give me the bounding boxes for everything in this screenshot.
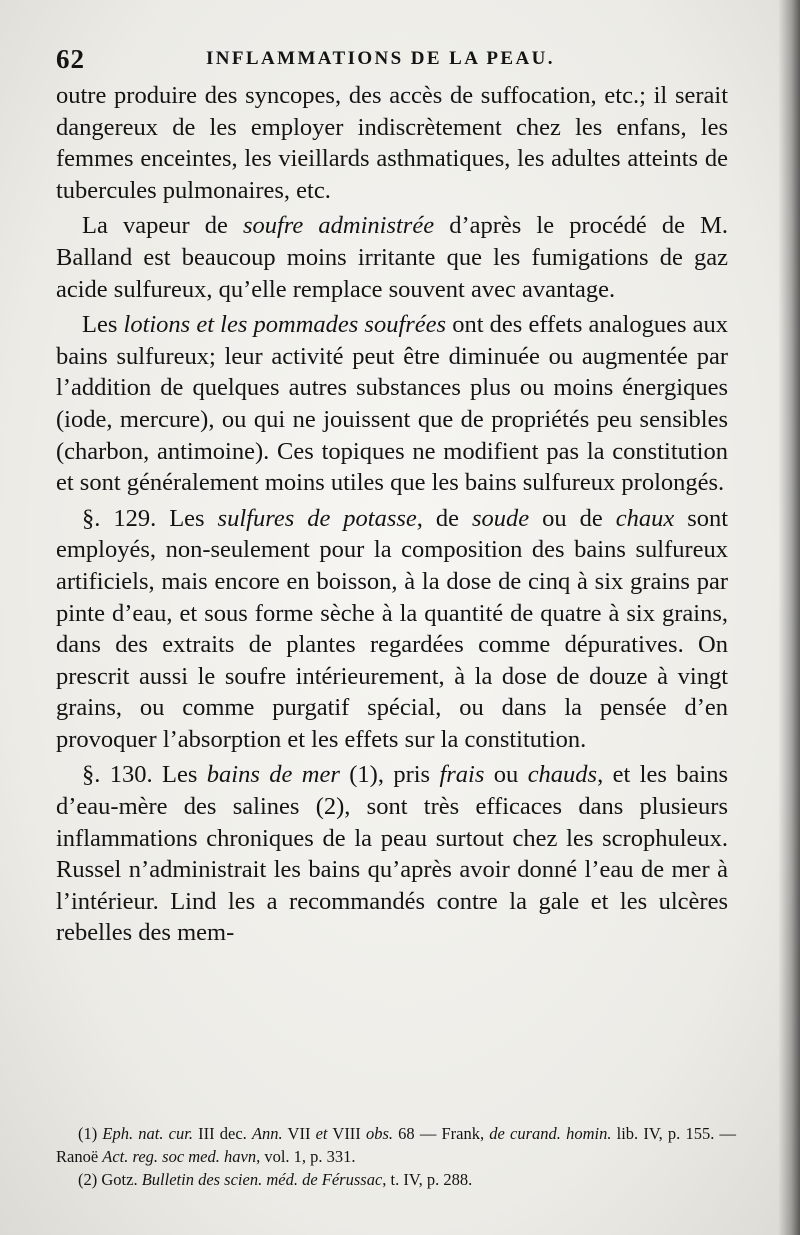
paragraph-3-text: Les xyxy=(82,311,124,339)
section-130-italic: bains de mer xyxy=(206,761,340,789)
footnote-1 xyxy=(56,1122,736,1168)
footnote-text: (1) xyxy=(78,1124,103,1143)
footnote-text: , vol. 1, p. 331. xyxy=(256,1147,356,1166)
section-129-text: ou de xyxy=(529,504,616,532)
paragraph-3 xyxy=(56,309,728,499)
section-130-italic: frais xyxy=(439,761,485,789)
paragraph-2 xyxy=(56,210,728,305)
section-130-text: , et les bains d’eau-mère des salines (2), sont très efficaces dans plusieurs inflammations chroniques de la peau surtout chez les scrophuleux. Russel n’administrait les bains qu’après avoir donné l’eau de mer à l’intérieur. Lind les a recommandés contre la gale et les ulcères rebelles des mem- xyxy=(56,761,728,947)
section-130-text: §. 130. Les xyxy=(82,761,207,789)
footnotes xyxy=(56,1122,736,1191)
footnote-text: 68 — Frank, xyxy=(393,1124,490,1143)
footnote-2 xyxy=(56,1168,736,1191)
footnote-text: , t. IV, p. 288. xyxy=(382,1170,473,1189)
section-130-italic: chauds xyxy=(527,761,598,789)
paragraph-3-text: ont des effets analogues aux bains sulfureux; leur activité peut être diminuée ou augmentée par l’addition de quelques autres substances plus ou moins énergiques (iode, mercure), ou qui ne jouissent que de propriétés peu sensibles (charbon, antimoine). Ces topiques ne modifient pas la constitution et sont généralement moins utiles que les bains sulfureux prolongés. xyxy=(56,311,729,497)
main-text xyxy=(56,80,728,949)
footnote-text: VIII xyxy=(327,1124,366,1143)
section-130-text: ou xyxy=(484,761,528,789)
section-129 xyxy=(56,503,728,756)
footnote-text: III dec. xyxy=(192,1124,252,1143)
page-gutter-shadow xyxy=(778,0,800,1235)
footnote-italic: Eph. nat. cur. xyxy=(102,1124,193,1143)
paragraph-2-text: La vapeur de xyxy=(82,212,243,240)
footnote-italic: Bulletin des scien. méd. de Férussac xyxy=(141,1170,383,1189)
paragraph-2-text: d’après le procédé de M. Balland est beaucoup moins irritante que les fumigations de gaz acide sulfureux, qu’elle remplace souvent avec avantage. xyxy=(56,212,728,303)
footnote-italic: et xyxy=(315,1124,328,1143)
section-129-italic: sulfures de potasse xyxy=(217,504,417,532)
page-number: 62 xyxy=(56,44,85,74)
section-130 xyxy=(56,759,728,949)
page-header xyxy=(56,44,736,78)
running-title: INFLAMMATIONS DE LA PEAU. xyxy=(206,48,555,69)
section-129-text: , de xyxy=(416,504,472,532)
paragraph-3-italic: lotions et les pommades soufrées xyxy=(123,311,447,339)
paragraph-2-italic: soufre administrée xyxy=(242,212,435,240)
footnote-italic: Act. reg. soc med. havn xyxy=(102,1147,257,1166)
paragraph-1: outre produire des syncopes, des accès de suffocation, etc.; il serait dangereux de les employer indiscrètement chez les enfans, les femmes enceintes, les vieillards asthmatiques, les adultes atteints de tubercules pulmonaires, etc. xyxy=(56,82,728,204)
section-129-text: §. 129. Les xyxy=(82,504,218,532)
footnote-italic: obs. xyxy=(365,1124,394,1143)
section-129-italic: soude xyxy=(472,504,530,532)
section-129-italic: chaux xyxy=(615,504,675,532)
section-129-text: sont employés, non-seulement pour la composition des bains sulfureux artificiels, mais encore en boisson, à la dose de cinq à six grains par pinte d’eau, et sous forme sèche à la quantité de quatre à six grains, dans des extraits de plantes regardées comme dépuratives. On prescrit aussi le soufre intérieurement, à la dose de douze à vingt grains, ou comme purgatif spécial, ou dans la pensée d’en provoquer l’absorption et les effets sur la constitution. xyxy=(56,504,729,753)
footnote-text: (2) Gotz. xyxy=(78,1170,142,1189)
footnote-text: lib. IV, p. 155. — Ranoë xyxy=(56,1124,736,1166)
footnote-italic: de curand. homin. xyxy=(489,1124,612,1143)
footnote-italic: Ann. xyxy=(251,1124,283,1143)
footnote-text: VII xyxy=(282,1124,316,1143)
section-130-text: (1), pris xyxy=(339,761,440,789)
